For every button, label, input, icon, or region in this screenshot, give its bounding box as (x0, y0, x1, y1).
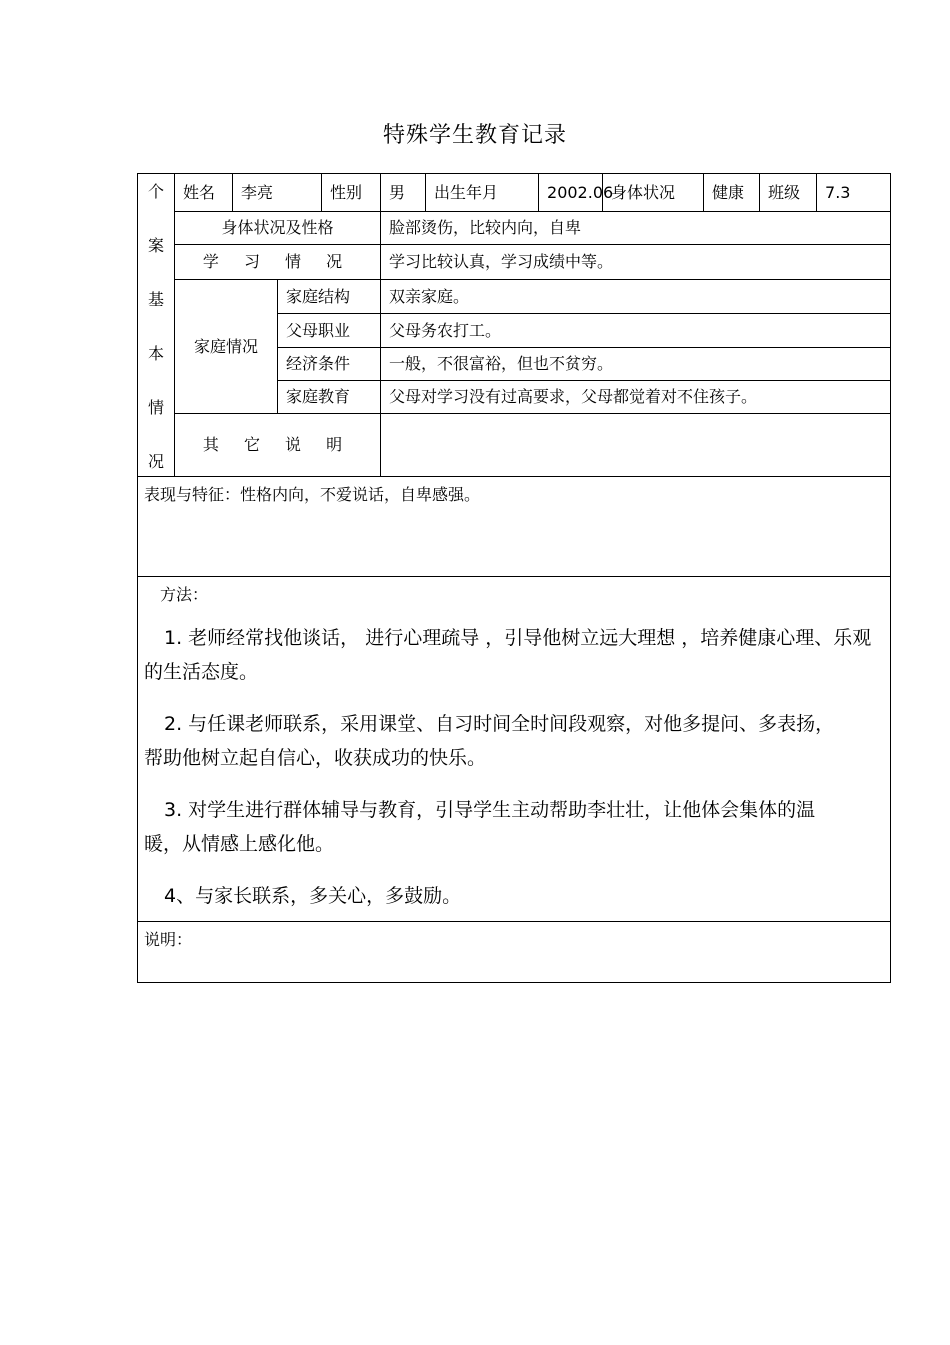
birth-label: 出生年月 (426, 174, 539, 212)
basic-info-row (138, 174, 891, 212)
parents-job-label: 父母职业 (278, 314, 381, 348)
family-education-label: 家庭教育 (278, 381, 381, 414)
study-label: 学 习 情 况 (175, 245, 381, 280)
methods-heading: 方法： (160, 585, 209, 604)
other-label: 其 它 说 明 (175, 414, 381, 477)
gender-label: 性别 (322, 174, 381, 212)
student-record-table (137, 173, 891, 983)
performance-text: 表现与特征：性格内向，不爱说话，自卑感强。 (138, 477, 891, 577)
health-label: 身体状况 (603, 174, 704, 212)
body-personality-label: 身体状况及性格 (175, 212, 381, 245)
side-label-char: 基 (147, 290, 164, 309)
class-label: 班级 (760, 174, 817, 212)
body-personality-value: 脸部烫伤，比较内向，自卑 (381, 212, 891, 245)
methods-row (138, 577, 891, 922)
side-label-char: 案 (147, 236, 164, 255)
class-value: 7.3 (817, 174, 891, 212)
methods-block (138, 577, 891, 922)
performance-row (138, 477, 891, 577)
gender-value: 男 (381, 174, 426, 212)
other-row (138, 414, 891, 477)
other-value (381, 414, 891, 477)
name-label: 姓名 (175, 174, 233, 212)
method-item: 2. 与任课老师联系，采用课堂、自习时间全时间段观察，对他多提问、多表扬，帮助他树立起自信心，收获成功的快乐。 (144, 713, 835, 769)
family-structure-label: 家庭结构 (278, 280, 381, 314)
family-label: 家庭情况 (175, 280, 278, 414)
parents-job-value: 父母务农打工。 (381, 314, 891, 348)
page-title: 特殊学生教育记录 (382, 123, 567, 148)
side-label-char: 本 (147, 344, 164, 363)
side-label-char: 况 (147, 452, 164, 471)
family-structure-value: 双亲家庭。 (381, 280, 891, 314)
side-label-char: 情 (147, 398, 164, 417)
notes-row (138, 922, 891, 983)
study-row (138, 245, 891, 280)
economic-value: 一般，不很富裕，但也不贫穷。 (381, 348, 891, 381)
family-education-value: 父母对学习没有过高要求，父母都觉着对不住孩子。 (381, 381, 891, 414)
case-basic-info-label (138, 174, 175, 477)
economic-label: 经济条件 (278, 348, 381, 381)
method-item: 1. 老师经常找他谈话， 进行心理疏导 ，引导他树立远大理想 ，培养健康心理、乐观的生活态度。 (144, 627, 872, 683)
name-value: 李亮 (233, 174, 322, 212)
body-personality-row (138, 212, 891, 245)
method-item: 4、与家长联系，多关心，多鼓励。 (164, 885, 462, 907)
birth-value: 2002.06 (539, 174, 603, 212)
health-value: 健康 (704, 174, 760, 212)
family-row (138, 280, 891, 314)
side-label-char: 个 (147, 182, 164, 201)
study-value: 学习比较认真，学习成绩中等。 (381, 245, 891, 280)
notes-text: 说明： (138, 922, 891, 983)
method-item: 3. 对学生进行群体辅导与教育，引导学生主动帮助李壮壮，让他体会集体的温暖，从情感上感化他。 (144, 799, 816, 855)
